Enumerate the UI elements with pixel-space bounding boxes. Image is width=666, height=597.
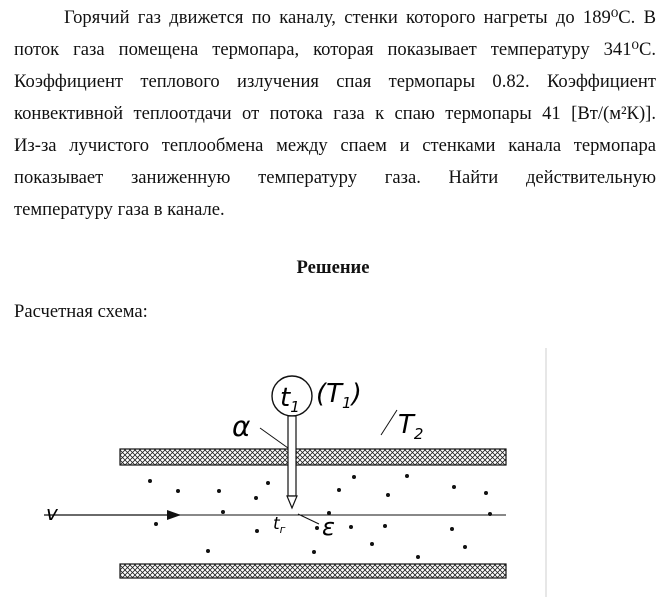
gas-particles — [148, 474, 492, 559]
channel-bottom-wall — [120, 564, 506, 578]
solution-heading: Решение — [296, 257, 370, 278]
schema-label: Расчетная схема: — [14, 301, 148, 322]
wall-leader-line — [381, 410, 397, 435]
problem-line: Из-за лучистого теплообмена между спаем и стенками канала термопара — [14, 135, 656, 156]
alpha-leader-line — [260, 428, 288, 448]
channel-top-wall — [120, 449, 506, 465]
thermocouple-junction — [287, 496, 297, 508]
epsilon-label: ε — [322, 513, 335, 541]
gauge-paren-label: $(T_1)$ — [316, 379, 362, 412]
alpha-label: α — [232, 410, 251, 443]
thermocouple-probe — [288, 416, 296, 496]
junction-temperature-label: $t_г$ — [273, 514, 286, 536]
problem-line: поток газа помещена термопара, которая показывает температуру 341⁰С. — [14, 39, 656, 60]
flow-label: v — [46, 501, 58, 525]
problem-line: Коэффициент теплового излучения спая термопары 0.82. Коэффициент — [14, 71, 656, 92]
thermocouple-diagram — [0, 340, 666, 597]
problem-line: Горячий газ движется по каналу, стенки которого нагреты до 189⁰С. В — [64, 7, 656, 28]
wall-temperature-label: $T_2$ — [398, 410, 424, 443]
problem-line: температуру газа в канале. — [14, 199, 225, 220]
problem-line: показывает заниженную температуру газа. Найти действительную — [14, 167, 656, 188]
problem-statement — [14, 2, 656, 226]
gauge-label: $t_1$ — [280, 383, 300, 416]
problem-line: конвективной теплоотдачи от потока газа к спаю термопары 41 [Вт/(м²К)]. — [14, 103, 656, 124]
